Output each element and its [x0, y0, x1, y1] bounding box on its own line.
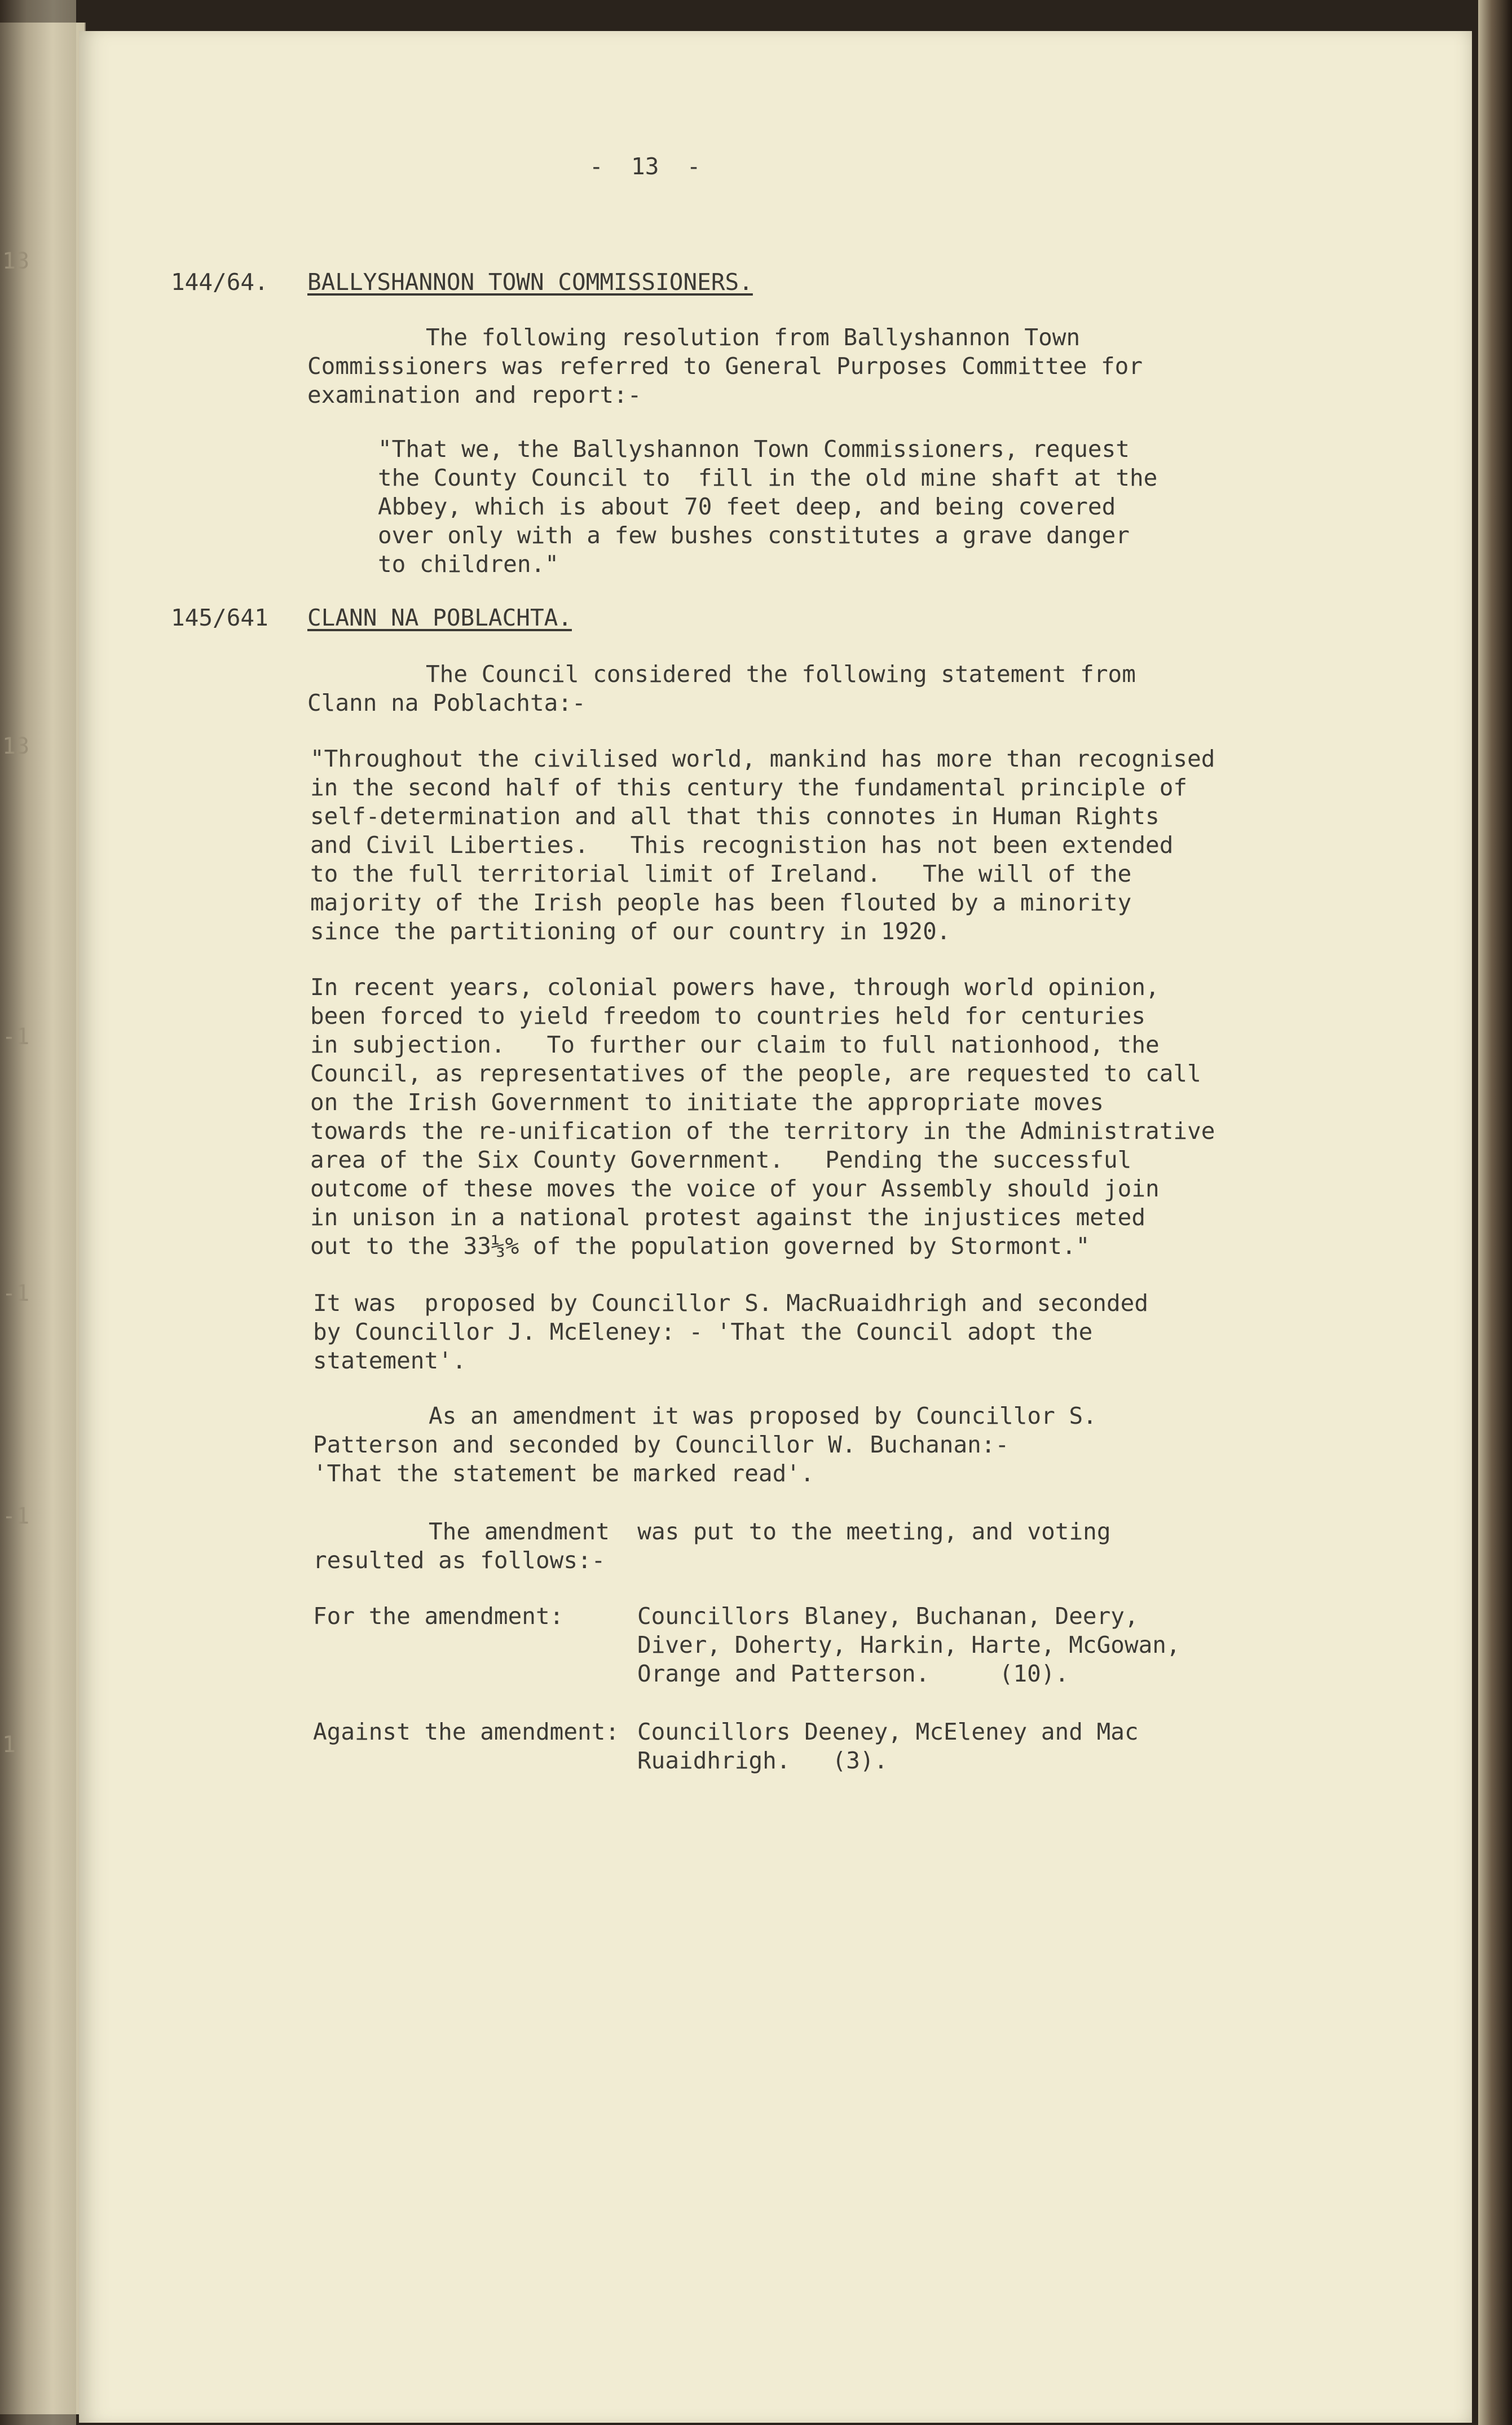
text-line: by Councillor J. McEleney: - 'That the Council adopt the: [313, 1318, 1093, 1345]
text-line: The following resolution from Ballyshannon Town: [426, 324, 1081, 351]
margin-mark: 1: [2, 1732, 16, 1758]
page-number: - 13 -: [589, 153, 701, 180]
text-line: Ruaidhrigh. (3).: [637, 1747, 888, 1774]
margin-mark: -1: [2, 1024, 30, 1050]
text-line: Orange and Patterson. (10).: [637, 1660, 1069, 1687]
text-line: "That we, the Ballyshannon Town Commissioners, request: [378, 435, 1130, 463]
text-line: in the second half of this century the fundamental principle of: [310, 774, 1188, 801]
text-line: area of the Six County Government. Pending the successful: [310, 1146, 1132, 1173]
document-page: [79, 31, 1472, 2423]
text-line: outcome of these moves the voice of your Assembly should join: [310, 1175, 1160, 1202]
text-line: Councillors Deeney, McEleney and Mac: [637, 1718, 1139, 1745]
text-line: 'That the statement be marked read'.: [313, 1460, 814, 1487]
item-heading-ballyshannon: BALLYSHANNON TOWN COMMISSIONERS.: [307, 269, 753, 296]
text-line: In recent years, colonial powers have, through world opinion,: [310, 974, 1160, 1001]
item-number-145: 145/641: [171, 604, 268, 631]
text-line: "Throughout the civilised world, mankind has more than recognised: [310, 745, 1215, 772]
text-line: As an amendment it was proposed by Councillor S.: [429, 1402, 1097, 1429]
text-line: The Council considered the following statement from: [426, 661, 1136, 688]
text-line: resulted as follows:-: [313, 1547, 606, 1574]
text-line: to the full territorial limit of Ireland. The will of the: [310, 860, 1132, 887]
text-line: statement'.: [313, 1347, 466, 1374]
book-spine-right: [1478, 0, 1512, 2425]
margin-mark: -1: [2, 1503, 30, 1529]
vote-against-label: Against the amendment:: [313, 1718, 620, 1745]
text-line: on the Irish Government to initiate the appropriate moves: [310, 1089, 1104, 1116]
text-line: Patterson and seconded by Councillor W. Buchanan:-: [313, 1431, 1010, 1458]
text-line: majority of the Irish people has been flouted by a minority: [310, 889, 1132, 916]
text-line: in unison in a national protest against the injustices meted: [310, 1204, 1146, 1231]
text-line: Commissioners was referred to General Purposes Committee for: [307, 353, 1143, 380]
text-line: Council, as representatives of the people, are requested to call: [310, 1060, 1201, 1087]
text-line: in subjection. To further our claim to full nationhood, the: [310, 1031, 1160, 1058]
text-line: to children.": [378, 551, 559, 578]
text-line: out to the 33⅓% of the population governed by Stormont.": [310, 1233, 1090, 1260]
text-line: over only with a few bushes constitutes a grave danger: [378, 522, 1130, 549]
book-spine-left: [0, 0, 76, 2425]
item-number-144: 144/64.: [171, 269, 268, 296]
text-line: since the partitioning of our country in 1920.: [310, 918, 951, 945]
text-line: been forced to yield freedom to countries held for centuries: [310, 1002, 1146, 1029]
text-line: The amendment was put to the meeting, and voting: [429, 1518, 1111, 1545]
text-line: Abbey, which is about 70 feet deep, and being covered: [378, 493, 1116, 520]
margin-mark: -1: [2, 1280, 30, 1306]
item-heading-clann-na-poblachta: CLANN NA POBLACHTA.: [307, 604, 572, 631]
text-line: It was proposed by Councillor S. MacRuaidhrigh and seconded: [313, 1289, 1149, 1317]
text-line: Diver, Doherty, Harkin, Harte, McGowan,: [637, 1631, 1180, 1658]
text-line: and Civil Liberties. This recognistion has not been extended: [310, 831, 1174, 859]
text-line: Councillors Blaney, Buchanan, Deery,: [637, 1603, 1139, 1630]
text-line: examination and report:-: [307, 381, 642, 408]
text-line: the County Council to fill in the old mine shaft at the: [378, 464, 1158, 491]
text-line: Clann na Poblachta:-: [307, 689, 586, 716]
margin-mark: 13: [2, 248, 30, 274]
text-line: self-determination and all that this connotes in Human Rights: [310, 803, 1160, 830]
text-line: towards the re-unification of the territory in the Administrative: [310, 1117, 1215, 1145]
vote-for-label: For the amendment:: [313, 1603, 564, 1630]
margin-mark: 13: [2, 733, 30, 759]
